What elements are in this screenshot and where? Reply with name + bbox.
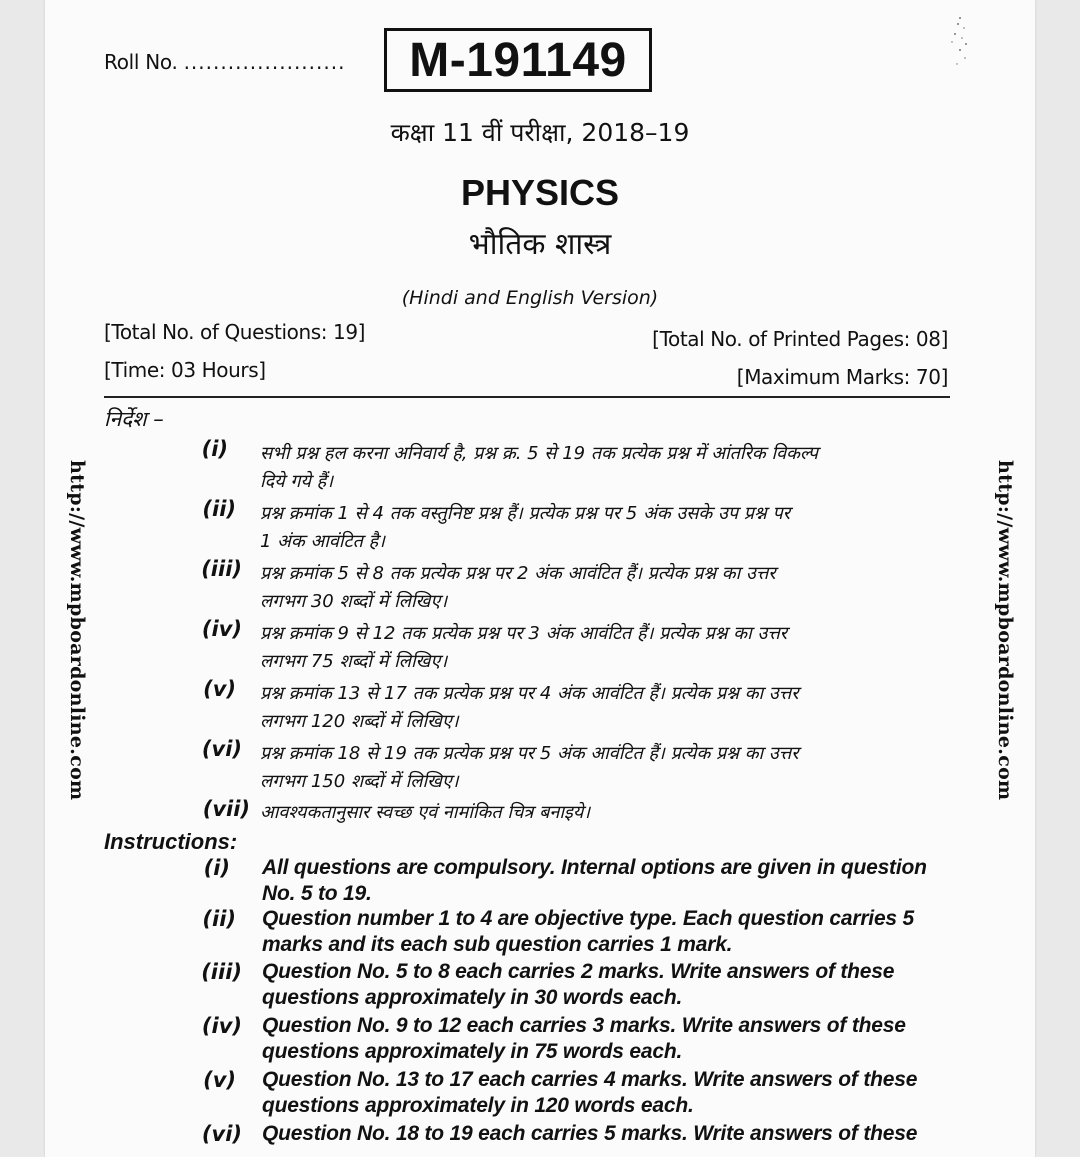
text-line: आवश्यकतानुसार स्वच्छ एवं नामांकित चित्र बनाइये। — [260, 802, 591, 823]
item-number: (vii) — [202, 797, 250, 821]
roll-label: Roll No. — [104, 50, 178, 74]
item-text — [262, 1067, 992, 1119]
maximum-marks: [Maximum Marks: 70] — [736, 365, 948, 389]
item-text — [260, 560, 960, 616]
item-number: (iv) — [201, 1014, 242, 1038]
item-text — [260, 799, 960, 827]
item-number: (ii) — [202, 907, 236, 931]
watermark-right: http://www.mpboardonline.com — [994, 460, 1016, 801]
text-line: लगभग 30 शब्दों में लिखिए। — [260, 591, 448, 612]
item-text — [260, 500, 960, 556]
text-line: दिये गये हैं। — [260, 471, 334, 492]
text-line: प्रश्न क्रमांक 9 से 12 तक प्रत्येक प्रश्न पर 3 अंक आवंटित हैं। प्रत्येक प्रश्न का उत्तर — [260, 623, 788, 644]
item-number: (ii) — [202, 497, 236, 521]
text-line: Question No. 5 to 8 each carries 2 marks. Write answers of these — [262, 960, 895, 983]
text-line: questions approximately in 120 words each. — [262, 1094, 694, 1117]
text-line: Question No. 13 to 17 each carries 4 marks. Write answers of these — [262, 1068, 918, 1091]
item-number: (iii) — [201, 557, 242, 581]
text-line: Question No. 9 to 12 each carries 3 marks. Write answers of these — [262, 1014, 906, 1037]
text-line: सभी प्रश्न हल करना अनिवार्य है, प्रश्न क्र. 5 से 19 तक प्रत्येक प्रश्न में आंतरिक विकल्प — [260, 443, 818, 464]
scan-speckle-icon — [940, 14, 970, 74]
item-number: (vi) — [201, 1122, 242, 1146]
item-number: (iii) — [201, 960, 242, 984]
text-line: प्रश्न क्रमांक 1 से 4 तक वस्तुनिष्ट प्रश्न हैं। प्रत्येक प्रश्न पर 5 अंक उसके उप प्रश्न पर — [260, 503, 791, 524]
text-line: लगभग 120 शब्दों में लिखिए। — [260, 711, 459, 732]
item-text — [260, 740, 960, 796]
text-line: लगभग 75 शब्दों में लिखिए। — [260, 651, 448, 672]
item-text — [260, 620, 960, 676]
item-text — [262, 1013, 992, 1065]
item-text — [260, 440, 960, 496]
paper-code: M-191149 — [409, 33, 627, 87]
text-line: प्रश्न क्रमांक 18 से 19 तक प्रत्येक प्रश्न पर 5 अंक आवंटित हैं। प्रत्येक प्रश्न का उत्तर — [260, 743, 799, 764]
text-line: All questions are compulsory. Internal options are given in question — [262, 856, 927, 879]
hindi-instructions-heading: निर्देश – — [104, 407, 164, 431]
item-text — [262, 959, 992, 1011]
text-line: marks and its each sub question carries 1 mark. — [262, 933, 733, 956]
item-number: (i) — [201, 437, 228, 461]
text-line: लगभग 150 शब्दों में लिखिए। — [260, 771, 459, 792]
subject-title: PHYSICS — [460, 172, 620, 213]
item-number: (i) — [203, 856, 230, 880]
item-number: (vi) — [201, 737, 242, 761]
item-text — [262, 1121, 992, 1147]
text-line: Question number 1 to 4 are objective type. Each question carries 5 — [262, 907, 915, 930]
text-line: 1 अंक आवंटित है। — [260, 531, 385, 552]
item-number: (v) — [203, 677, 236, 701]
item-number: (v) — [203, 1068, 236, 1092]
paper-code-box — [384, 28, 652, 92]
total-questions: [Total No. of Questions: 19] — [104, 320, 366, 344]
item-text — [262, 855, 992, 907]
subject-title-hindi: भौतिक शास्त्र — [468, 227, 612, 262]
text-line: Question No. 18 to 19 each carries 5 marks. Write answers of these — [262, 1122, 918, 1145]
text-line: प्रश्न क्रमांक 13 से 17 तक प्रत्येक प्रश्न पर 4 अंक आवंटित हैं। प्रत्येक प्रश्न का उत्तर — [260, 683, 799, 704]
text-line: प्रश्न क्रमांक 5 से 8 तक प्रत्येक प्रश्न पर 2 अंक आवंटित हैं। प्रत्येक प्रश्न का उत्तर — [260, 563, 776, 584]
version-note: (Hindi and English Version) — [401, 287, 659, 309]
text-line: No. 5 to 19. — [262, 882, 372, 905]
item-text — [262, 906, 992, 958]
english-instructions-heading: Instructions: — [104, 829, 238, 854]
item-number: (iv) — [201, 617, 242, 641]
exam-class-year: कक्षा 11 वीं परीक्षा, 2018–19 — [390, 118, 690, 147]
exam-time: [Time: 03 Hours] — [104, 358, 266, 382]
total-pages: [Total No. of Printed Pages: 08] — [652, 327, 948, 351]
item-text — [260, 680, 960, 736]
text-line: questions approximately in 75 words each. — [262, 1040, 683, 1063]
roll-number-field — [104, 50, 345, 74]
watermark-left: http://www.mpboardonline.com — [66, 460, 88, 801]
text-line: questions approximately in 30 words each. — [262, 986, 683, 1009]
roll-dots: ...................... — [183, 50, 346, 74]
header-divider — [104, 396, 950, 398]
